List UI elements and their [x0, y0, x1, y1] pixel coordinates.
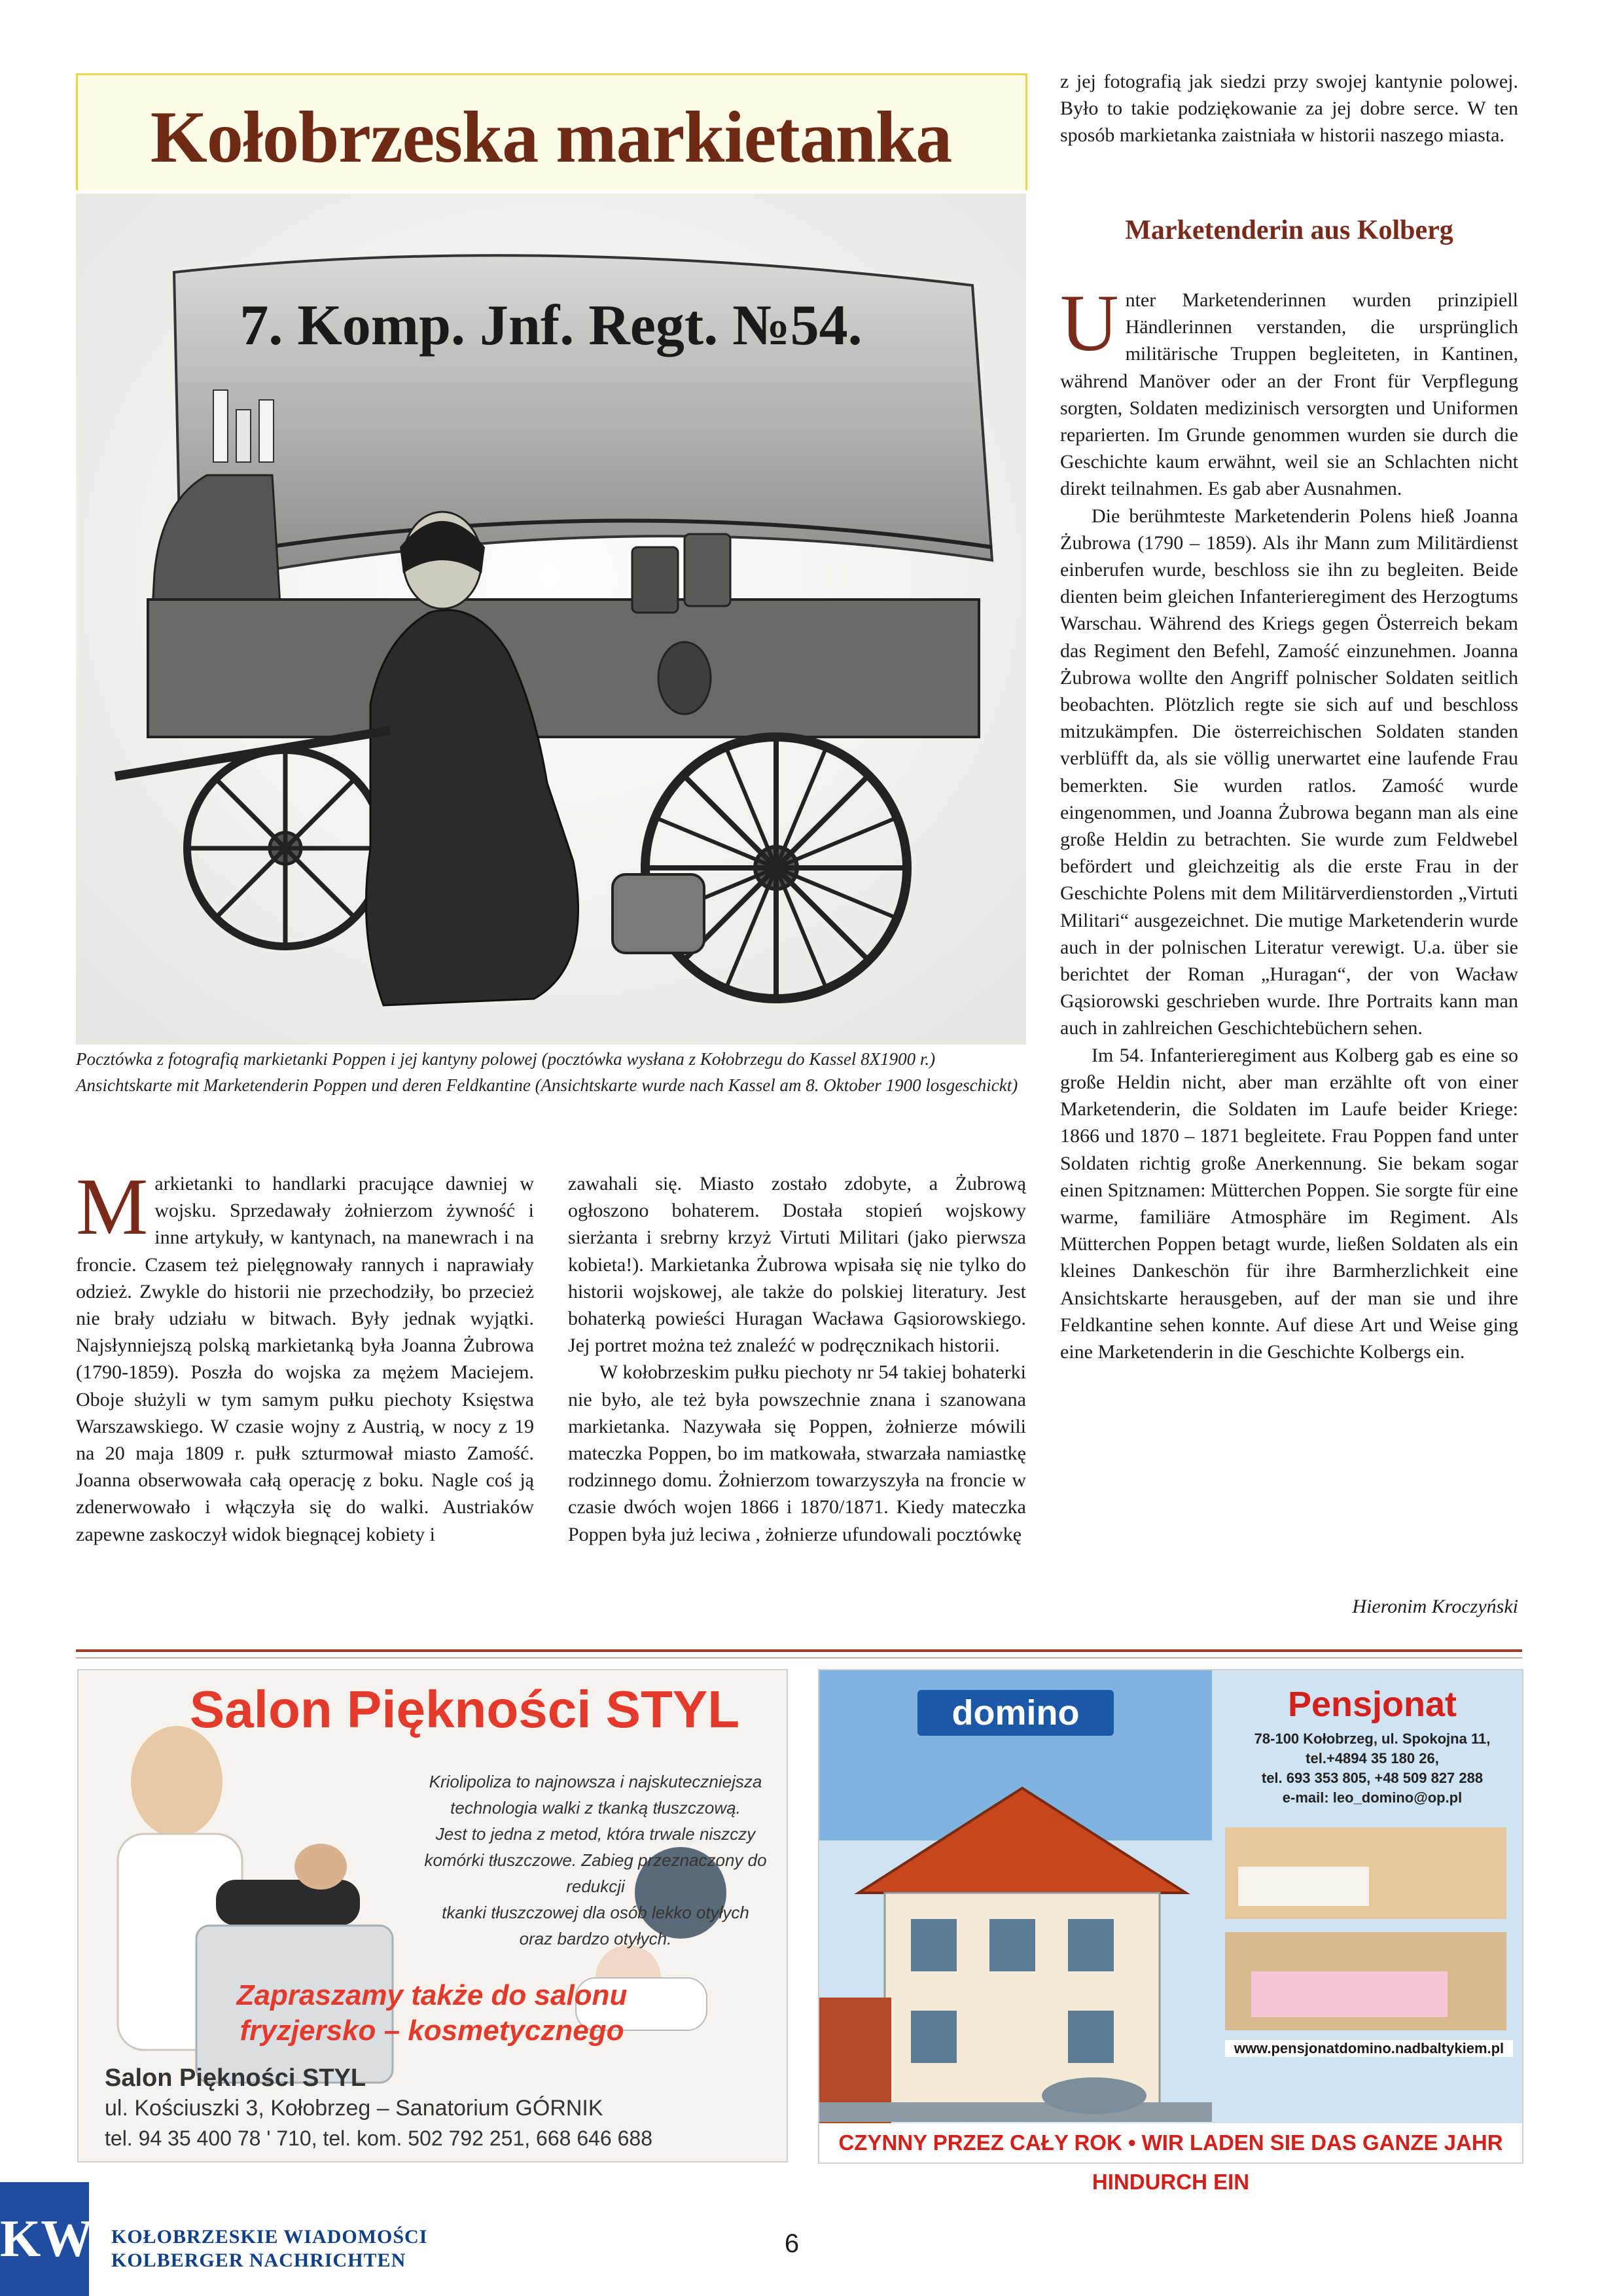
footer-line-2: KOLBERGER NACHRICHTEN [111, 2250, 406, 2271]
polish-column-3 [1060, 68, 1518, 149]
polish-paragraph-3: W kołobrzeskim pułku piechoty nr 54 takiej bohaterki nie było, ale też była powszechnie znana i szanowana markietanka. Nazywała się Poppen, żołnierze mówili mateczka Poppen, bo im matkowała, stwarzała namiastkę rodzinnego domu. Żołnierzom towarzyszyła na froncie w czasie dwóch wojen 1866 i 1870/1871. Kiedy mateczka Poppen była już leciwa , żołnierze ufundowali pocztówkę [568, 1361, 1026, 1545]
domino-website[interactable]: www.pensjonatdomino.nadbaltykiem.pl [1225, 2040, 1513, 2057]
polish-paragraph-1: arkietanki to handlarki pracujące dawniej w wojsku. Sprzedawały żołnierzom żywność i inne artykuły, w kantynach, na manewrach i na froncie. Czasem też pielęgnowały rannych i naprawiały odzież. Zwykle do historii nie przechodziły, bo przecież nie brały udziału w bitwach. Były jednak wyjątki. Najsłynniejszą polską markietanką była Joanna Żubrowa (1790-1859). Poszła do wojska za mężem Maciejem. Oboje służyli w tym samym pułku piechoty Księstwa Warszawskiego. W czasie wojny z Austrią, w nocy z 19 na 20 maja 1809 r. pułk szturmował miasto Zamość. Joanna obserwowała całą operację z boku. Nagle coś ją zdenerwowało i włączyła się do walki. Austriaków zapewne zaskoczył widok biegnącej kobiety i [76, 1173, 534, 1545]
page-number: 6 [784, 2229, 800, 2258]
postcard-text: 7. Komp. Jnf. Regt. №54. [240, 294, 862, 357]
dropcap-u: U [1060, 278, 1119, 368]
german-paragraph-2: Die berühmteste Marketenderin Polens hieß Joanna Żubrowa (1790 – 1859). Als ihr Mann zum Militärdienst einberufen wurde, beschloss sie ihn zu begleiten. Beide dienten beim gleichen Infanterieregiment des Herzogtums Warschau. Während des Kriegs gegen Österreich bekam das Regiment den Befehl, Zamość einzunehmen. Joanna Żubrowa wollte den Angriff polnischer Soldaten seitlich beobachten. Plötzlich regte sie sich auf und beschloss mitzukämpfen. Die österreichischen Soldaten standen verblüfft da, als sie völlig unerwartet eine laufende Frau bemerkten. Sie wurden ratlos. Zamość wurde eingenommen, und Joanna Żubrowa begann man als eine große Heldin zu betrachten. Sie wurde zum Feldwebel befördert und gleichzeitig als die erste Frau in der Geschichte Polens mit dem Militärverdienstorden „Virtuti Militari“ ausgezeichnet. Die mutige Marketenderin wurde auch in der polnischen Literatur verewigt. U.a. über sie berichtet der Roman „Huragan“, der von Wacław Gąsiorowski geschrieben wurde. Ihre Portraits kann man auch in zahlreichen Geschichtebüchern sehen. [1060, 505, 1518, 1039]
author-signature: Hieronim Kroczyński [1352, 1596, 1518, 1617]
salon-invite: Zapraszamy także do salonu fryzjersko – kosmetycznego [236, 1979, 628, 2047]
salon-description: Kriolipoliza to najnowsza i najskuteczniejsza technologia walki z tkanką tłuszczową. Jest to jedna z metod, która trwale niszczy komórki tłuszczowe. Zabieg przeznaczony do redukcji tkanki tłuszczowej dla osób lekko otyłych oraz bardzo otyłych. [424, 1772, 767, 1948]
german-paragraph-3: Im 54. Infanterieregiment aus Kolberg gab es eine so große Heldin nicht, aber man erzählte oft von einer Marketenderin, die Soldaten im Laufe beider Kriege: 1866 und 1870 – 1871 begleitete. Frau Poppen fand unter Soldaten richtig große Anerkennung. Sie bekam sogar einen Spitznamen: Mütterchen Poppen. Sie sorgte für eine warme, familiäre Atmosphäre im Regiment. Als Mütterchen Poppen betagt wurde, ließen Soldaten als ein kleines Dankeschön für ihre Barmherzlichkeit eine Ansichtskarte herausgeben, auf der man sie und ihre Feldkantine sehen konnte. Auf diese Art und Weise ging eine Marketenderin in die Geschichte Kolbergs ein. [1060, 1044, 1518, 1363]
separator-rule [76, 1649, 1522, 1652]
page-title: Kołobrzeska markietanka [150, 97, 952, 178]
photo-caption: Pocztówka z fotografią markietanki Poppen i jej kantyny polowej (pocztówka wysłana z Kołobrzegu do Kassel 8X1900 r.) Ansichtskarte mit Marketenderin Poppen und deren Feldkantine (Ansichtskarte wurde nach Kassel am 8. Oktober 1900 losgeschickt) [76, 1049, 1018, 1095]
footer-line-1: KOŁOBRZESKIE WIADOMOŚCI [111, 2226, 428, 2248]
footer-logo: KW [0, 2182, 89, 2296]
separator-rule-thin [76, 1657, 1522, 1659]
ad-salon-styl[interactable] [77, 1669, 788, 2162]
footer-title [111, 2225, 582, 2272]
salon-contact [105, 2063, 772, 2153]
ad-pensjonat-domino[interactable] [818, 1669, 1523, 2194]
wagon-illustration [76, 194, 1026, 1045]
polish-column-2 [568, 1170, 1026, 1548]
dropcap-m: M [76, 1162, 149, 1251]
polish-paragraph-2: zawahali się. Miasto zostało zdobyte, a Żubrową ogłoszono bohaterem. Dostała stopień wojskowy sierżanta i srebrny krzyż Virtuti Militari (jako pierwsza kobieta!). Markietanka Żubrowa wpisała się nie tylko do historii wojskowej, ale także do polskiej literatury. Jest bohaterką powieści Huragan Wacława Gąsiorowskiego. Jej portret można też znaleźć w podręcznikach historii. [568, 1173, 1026, 1357]
polish-column-1 [76, 1162, 534, 1548]
postcard-photo [76, 194, 1026, 1045]
german-heading: Marketenderin aus Kolberg [1125, 215, 1453, 245]
salon-address: ul. Kościuszki 3, Kołobrzeg – Sanatorium GÓRNIK [105, 2096, 603, 2121]
salon-title: Salon Piękności STYL [189, 1680, 740, 1738]
polish-paragraph-4: z jej fotografią jak siedzi przy swojej kantynie polowej. Było to takie podziękowanie za jej dobre serce. W ten sposób markietanka zaistniała w historii naszego miasta. [1060, 71, 1518, 147]
pensjonat-heading: Pensjonat [1287, 1685, 1457, 1724]
german-paragraph-1: nter Marketenderinnen wurden prinzipiell Händlerinnen verstanden, die ursprünglich militärische Truppen begleiteten, in Kantinen, während Manöver oder an der Front für Verpflegung sorgten, Soldaten medizinisch versorgten und Uniformen reparierten. Im Grunde genommen wurden sie durch die Geschichte kaum erwähnt, weil sie an Schlachten nicht direkt teilnahmen. Es gab aber Ausnahmen. [1060, 289, 1518, 500]
salon-name: Salon Piękności STYL [105, 2064, 366, 2092]
salon-phones: tel. 94 35 400 78 ' 710, tel. kom. 502 792 251, 668 646 688 [105, 2126, 652, 2150]
domino-logo: domino [917, 1690, 1114, 1736]
domino-banner: CZYNNY PRZEZ CAŁY ROK • WIR LADEN SIE DAS GANZE JAHR HINDURCH EIN [819, 2123, 1522, 2162]
german-column [1060, 278, 1518, 1365]
domino-contact: 78-100 Kołobrzeg, ul. Spokojna 11, tel.+4894 35 180 26, tel. 693 353 805, +48 509 827 288 e-mail: leo_domino@op.pl [1254, 1731, 1491, 1806]
